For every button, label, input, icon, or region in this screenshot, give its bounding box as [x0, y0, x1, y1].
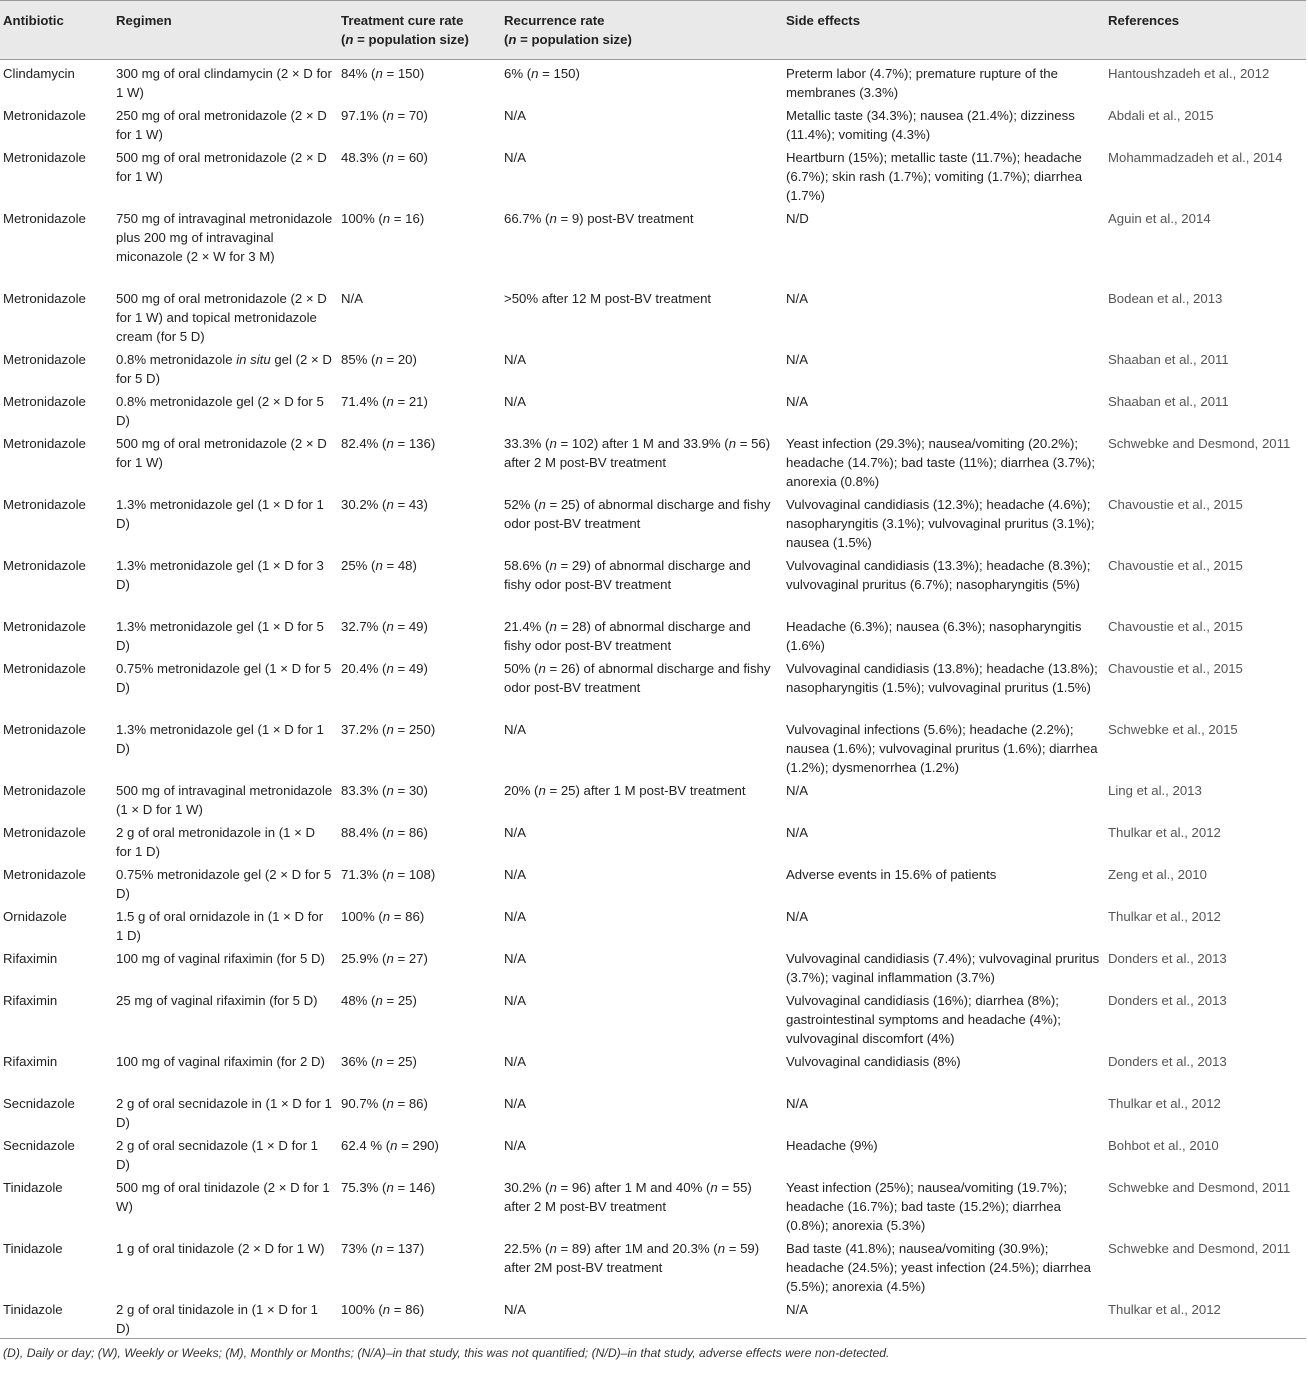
cell-regimen: 1.3% metronidazole gel (1 × D for 1 D)	[116, 722, 324, 756]
table-row	[0, 285, 1306, 346]
cell-reference: Schwebke and Desmond, 2011	[1108, 1241, 1291, 1256]
cell-antibiotic: Rifaximin	[3, 1054, 58, 1069]
cell-recurrence-rate: N/A	[504, 722, 526, 737]
header-recurrence-line2: (n = population size)	[504, 32, 632, 47]
cell-recurrence-rate: N/A	[504, 1138, 526, 1153]
cell-regimen: 500 mg of intravaginal metronidazole (1 × D for 1 W)	[116, 783, 333, 817]
table-row	[0, 491, 1306, 552]
cell-reference: Chavoustie et al., 2015	[1108, 619, 1243, 634]
cell-side-effects: Bad taste (41.8%); nausea/vomiting (30.9%); headache (24.5%); yeast infection (24.5%); diarrhea (5.5%); anorexia (4.5%)	[786, 1241, 1091, 1294]
table-row	[0, 1296, 1306, 1339]
cell-cure-rate: 48.3% (n = 60)	[341, 150, 428, 165]
cell-recurrence-rate: N/A	[504, 1096, 526, 1111]
cell-side-effects: N/A	[786, 909, 808, 924]
cell-regimen: 0.75% metronidazole gel (2 × D for 5 D)	[116, 867, 332, 901]
cell-side-effects: Vulvovaginal candidiasis (12.3%); headache (4.6%); nasopharyngitis (3.1%); vulvovaginal pruritus (3.1%); nausea (1.5%)	[786, 497, 1095, 550]
cell-cure-rate: 37.2% (n = 250)	[341, 722, 436, 737]
cell-antibiotic: Metronidazole	[3, 619, 86, 634]
cell-reference: Donders et al., 2013	[1108, 951, 1227, 966]
cell-side-effects: Headache (9%)	[786, 1138, 878, 1153]
cell-cure-rate: N/A	[341, 291, 363, 306]
cell-recurrence-rate: N/A	[504, 352, 526, 367]
cell-antibiotic: Metronidazole	[3, 722, 86, 737]
cell-antibiotic: Metronidazole	[3, 150, 86, 165]
cell-regimen: 2 g of oral tinidazole in (1 × D for 1 D)	[113, 1296, 338, 1339]
table-footnote: (D), Daily or day; (W), Weekly or Weeks; (M), Monthly or Months; (N/A)–in that study, this was not quantified; (N/D)–in that study, adverse effects were non-detected.	[3, 1346, 890, 1360]
cell-reference: Thulkar et al., 2012	[1108, 825, 1221, 840]
cell-cure-rate: 82.4% (n = 136)	[341, 436, 436, 451]
cell-side-effects: Vulvovaginal candidiasis (8%)	[786, 1054, 961, 1069]
cell-antibiotic: Rifaximin	[3, 951, 58, 966]
cell-recurrence-rate: 21.4% (n = 28) of abnormal discharge and fishy odor post-BV treatment	[504, 619, 751, 653]
cell-side-effects: Vulvovaginal candidiasis (13.8%); headache (13.8%); nasopharyngitis (1.5%); vulvovaginal pruritus (1.5%)	[786, 661, 1098, 695]
cell-regimen: 250 mg of oral metronidazole (2 × D for 1 W)	[116, 108, 327, 142]
header-cure-rate-line2: (n = population size)	[341, 32, 469, 47]
table-row	[0, 613, 1306, 655]
header-row	[0, 1, 1306, 60]
cell-recurrence-rate: 22.5% (n = 89) after 1M and 20.3% (n = 59) after 2M post-BV treatment	[504, 1241, 760, 1275]
header-cure-rate-line1: Treatment cure rate	[341, 13, 464, 28]
header-side-effects: Side effects	[786, 13, 861, 28]
cell-recurrence-rate: 50% (n = 26) of abnormal discharge and fishy odor post-BV treatment	[504, 661, 771, 695]
cell-antibiotic: Metronidazole	[3, 352, 86, 367]
cell-side-effects: N/A	[786, 825, 808, 840]
cell-reference: Abdali et al., 2015	[1108, 108, 1214, 123]
cell-antibiotic: Metronidazole	[3, 108, 86, 123]
cell-antibiotic: Tinidazole	[0, 1296, 113, 1339]
cell-reference: Zeng et al., 2010	[1108, 867, 1207, 882]
cell-regimen: 500 mg of oral tinidazole (2 × D for 1 W)	[116, 1180, 330, 1214]
table-row	[0, 819, 1306, 861]
cell-cure-rate: 25% (n = 48)	[341, 558, 417, 573]
table-row	[0, 861, 1306, 903]
table-row	[0, 102, 1306, 144]
cell-side-effects: N/A	[786, 783, 808, 798]
table-row	[0, 346, 1306, 388]
cell-regimen: 2 g of oral secnidazole in (1 × D for 1 D)	[116, 1096, 332, 1130]
cell-reference: Chavoustie et al., 2015	[1108, 558, 1243, 573]
cell-cure-rate: 97.1% (n = 70)	[341, 108, 428, 123]
cell-cure-rate: 100% (n = 16)	[341, 211, 425, 226]
cell-cure-rate: 75.3% (n = 146)	[341, 1180, 436, 1195]
cell-antibiotic: Tinidazole	[3, 1241, 63, 1256]
table-row	[0, 903, 1306, 945]
table-row	[0, 60, 1306, 103]
cell-side-effects: Headache (6.3%); nausea (6.3%); nasopharyngitis (1.6%)	[786, 619, 1082, 653]
header-recurrence-rate	[501, 1, 783, 60]
cell-regimen: 500 mg of oral metronidazole (2 × D for 1 W) and topical metronidazole cream (for 5 D)	[116, 291, 327, 344]
cell-cure-rate: 84% (n = 150)	[341, 66, 425, 81]
cell-side-effects: N/D	[786, 211, 809, 226]
cell-recurrence-rate: N/A	[504, 1054, 526, 1069]
cell-side-effects: Adverse events in 15.6% of patients	[786, 867, 997, 882]
cell-antibiotic: Metronidazole	[3, 867, 86, 882]
cell-reference: Schwebke et al., 2015	[1108, 722, 1238, 737]
cell-regimen: 500 mg of oral metronidazole (2 × D for 1 W)	[116, 436, 327, 470]
cell-regimen: 500 mg of oral metronidazole (2 × D for 1 W)	[116, 150, 327, 184]
cell-antibiotic: Metronidazole	[3, 211, 86, 226]
cell-regimen: 0.8% metronidazole gel (2 × D for 5 D)	[116, 394, 324, 428]
cell-side-effects: N/A	[786, 291, 808, 306]
cell-cure-rate: 62.4 % (n = 290)	[341, 1138, 439, 1153]
cell-cure-rate: 88.4% (n = 86)	[341, 825, 428, 840]
cell-reference: Bodean et al., 2013	[1108, 291, 1223, 306]
cell-regimen: 1.3% metronidazole gel (1 × D for 1 D)	[116, 497, 324, 531]
cell-reference: Schwebke and Desmond, 2011	[1108, 436, 1291, 451]
cell-recurrence-rate: 33.3% (n = 102) after 1 M and 33.9% (n = 56) after 2 M post-BV treatment	[504, 436, 771, 470]
cell-side-effects: N/A	[786, 394, 808, 409]
cell-side-effects: Vulvovaginal infections (5.6%); headache (2.2%); nausea (1.6%); vulvovaginal pruritus (1.6%); diarrhea (1.2%); dysmenorrhea (1.2%)	[786, 722, 1098, 775]
header-references: References	[1108, 13, 1180, 28]
table-row	[0, 716, 1306, 777]
cell-cure-rate: 20.4% (n = 49)	[341, 661, 428, 676]
cell-cure-rate: 90.7% (n = 86)	[341, 1096, 428, 1111]
cell-regimen: 0.75% metronidazole gel (1 × D for 5 D)	[116, 661, 332, 695]
cell-recurrence-rate: 52% (n = 25) of abnormal discharge and fishy odor post-BV treatment	[504, 497, 771, 531]
table-row	[0, 1048, 1306, 1090]
cell-side-effects: N/A	[783, 1296, 1105, 1339]
header-antibiotic: Antibiotic	[3, 13, 64, 28]
cell-cure-rate: 36% (n = 25)	[341, 1054, 417, 1069]
cell-recurrence-rate: 6% (n = 150)	[504, 66, 580, 81]
table-row	[0, 945, 1306, 987]
cell-side-effects: Vulvovaginal candidiasis (13.3%); headache (8.3%); vulvovaginal pruritus (6.7%); nasopharyngitis (5%)	[786, 558, 1091, 592]
table-row	[0, 655, 1306, 716]
cell-recurrence-rate: N/A	[504, 867, 526, 882]
cell-reference: Thulkar et al., 2012	[1108, 909, 1221, 924]
table-row	[0, 388, 1306, 430]
table-body	[0, 60, 1306, 1339]
table-header	[0, 1, 1306, 60]
cell-regimen: 1.3% metronidazole gel (1 × D for 5 D)	[116, 619, 324, 653]
cell-regimen: 100 mg of vaginal rifaximin (for 5 D)	[116, 951, 325, 966]
cell-recurrence-rate: >50% after 12 M post-BV treatment	[504, 291, 712, 306]
cell-cure-rate: 71.4% (n = 21)	[341, 394, 428, 409]
cell-regimen: 0.8% metronidazole in situ gel (2 × D for 5 D)	[116, 352, 332, 386]
cell-reference: Hantoushzadeh et al., 2012	[1108, 66, 1270, 81]
cell-regimen: 300 mg of oral clindamycin (2 × D for 1 W)	[116, 66, 332, 100]
cell-regimen: 2 g of oral metronidazole in (1 × D for 1 D)	[116, 825, 316, 859]
cell-cure-rate: 73% (n = 137)	[341, 1241, 425, 1256]
cell-reference: Thulkar et al., 2012	[1108, 1096, 1221, 1111]
cell-cure-rate: 48% (n = 25)	[341, 993, 417, 1008]
cell-reference: Ling et al., 2013	[1108, 783, 1202, 798]
table-row	[0, 1132, 1306, 1174]
cell-side-effects: Vulvovaginal candidiasis (7.4%); vulvovaginal pruritus (3.7%); vaginal inflammation (3.7%)	[786, 951, 1100, 985]
cell-antibiotic: Ornidazole	[3, 909, 67, 924]
cell-antibiotic: Secnidazole	[3, 1138, 75, 1153]
cell-recurrence-rate: 58.6% (n = 29) of abnormal discharge and fishy odor post-BV treatment	[504, 558, 751, 592]
cell-antibiotic: Secnidazole	[3, 1096, 75, 1111]
cell-recurrence-rate: N/A	[504, 108, 526, 123]
cell-cure-rate: 32.7% (n = 49)	[341, 619, 428, 634]
cell-regimen: 25 mg of vaginal rifaximin (for 5 D)	[116, 993, 318, 1008]
cell-side-effects: Yeast infection (29.3%); nausea/vomiting (20.2%); headache (14.7%); bad taste (11%); diarrhea (3.7%); anorexia (0.8%)	[786, 436, 1096, 489]
cell-cure-rate: 83.3% (n = 30)	[341, 783, 428, 798]
cell-recurrence-rate: N/A	[504, 993, 526, 1008]
cell-cure-rate: 71.3% (n = 108)	[341, 867, 436, 882]
cell-reference: Chavoustie et al., 2015	[1108, 497, 1243, 512]
cell-regimen: 750 mg of intravaginal metronidazole plus 200 mg of intravaginal miconazole (2 × W for 3 M)	[116, 211, 333, 264]
table-row	[0, 430, 1306, 491]
cell-side-effects: Yeast infection (25%); nausea/vomiting (19.7%); headache (16.7%); bad taste (15.2%); diarrhea (0.8%); anorexia (5.3%)	[786, 1180, 1067, 1233]
cell-reference: Schwebke and Desmond, 2011	[1108, 1180, 1291, 1195]
cell-side-effects: Metallic taste (34.3%); nausea (21.4%); dizziness (11.4%); vomiting (4.3%)	[786, 108, 1075, 142]
cell-antibiotic: Metronidazole	[3, 825, 86, 840]
cell-recurrence-rate: N/A	[501, 1296, 783, 1339]
table-row	[0, 552, 1306, 613]
cell-cure-rate: 100% (n = 86)	[338, 1296, 501, 1339]
cell-side-effects: N/A	[786, 1096, 808, 1111]
cell-antibiotic: Metronidazole	[3, 661, 86, 676]
header-cure-rate	[338, 1, 501, 60]
cell-cure-rate: 100% (n = 86)	[341, 909, 425, 924]
cell-recurrence-rate: N/A	[504, 150, 526, 165]
cell-cure-rate: 85% (n = 20)	[341, 352, 417, 367]
cell-recurrence-rate: 30.2% (n = 96) after 1 M and 40% (n = 55) after 2 M post-BV treatment	[504, 1180, 752, 1214]
cell-antibiotic: Tinidazole	[3, 1180, 63, 1195]
cell-recurrence-rate: 20% (n = 25) after 1 M post-BV treatment	[504, 783, 746, 798]
cell-recurrence-rate: N/A	[504, 394, 526, 409]
cell-recurrence-rate: N/A	[504, 909, 526, 924]
cell-antibiotic: Metronidazole	[3, 558, 86, 573]
table-row	[0, 777, 1306, 819]
table-row	[0, 1235, 1306, 1296]
table-row	[0, 205, 1306, 285]
cell-side-effects: Vulvovaginal candidiasis (16%); diarrhea (8%); gastrointestinal symptoms and headache (4%); vulvovaginal discomfort (4%)	[786, 993, 1061, 1046]
cell-antibiotic: Metronidazole	[3, 436, 86, 451]
cell-reference: Donders et al., 2013	[1108, 1054, 1227, 1069]
cell-regimen: 100 mg of vaginal rifaximin (for 2 D)	[116, 1054, 325, 1069]
table-row	[0, 1174, 1306, 1235]
header-regimen: Regimen	[116, 13, 172, 28]
cell-cure-rate: 30.2% (n = 43)	[341, 497, 428, 512]
cell-regimen: 1 g of oral tinidazole (2 × D for 1 W)	[116, 1241, 325, 1256]
cell-recurrence-rate: 66.7% (n = 9) post-BV treatment	[504, 211, 694, 226]
cell-antibiotic: Clindamycin	[3, 66, 75, 81]
cell-reference: Mohammadzadeh et al., 2014	[1108, 150, 1283, 165]
table-row	[0, 987, 1306, 1048]
cell-recurrence-rate: N/A	[504, 951, 526, 966]
cell-reference: Shaaban et al., 2011	[1108, 352, 1229, 367]
cell-reference: Chavoustie et al., 2015	[1108, 661, 1243, 676]
cell-antibiotic: Rifaximin	[3, 993, 58, 1008]
cell-antibiotic: Metronidazole	[3, 783, 86, 798]
cell-cure-rate: 25.9% (n = 27)	[341, 951, 428, 966]
cell-regimen: 1.3% metronidazole gel (1 × D for 3 D)	[116, 558, 324, 592]
cell-reference: Donders et al., 2013	[1108, 993, 1227, 1008]
table-row	[0, 1090, 1306, 1132]
cell-reference: Shaaban et al., 2011	[1108, 394, 1229, 409]
cell-antibiotic: Metronidazole	[3, 394, 86, 409]
cell-regimen: 1.5 g of oral ornidazole in (1 × D for 1 D)	[116, 909, 324, 943]
cell-side-effects: Preterm labor (4.7%); premature rupture of the membranes (3.3%)	[786, 66, 1058, 100]
table-row	[0, 144, 1306, 205]
cell-side-effects: N/A	[786, 352, 808, 367]
cell-reference: Aguin et al., 2014	[1108, 211, 1211, 226]
cell-antibiotic: Metronidazole	[3, 497, 86, 512]
cell-side-effects: Heartburn (15%); metallic taste (11.7%); headache (6.7%); skin rash (1.7%); vomiting (1.7%); diarrhea (1.7%)	[786, 150, 1083, 203]
header-recurrence-line1: Recurrence rate	[504, 13, 605, 28]
cell-reference: Thulkar et al., 2012	[1105, 1296, 1306, 1339]
cell-antibiotic: Metronidazole	[3, 291, 86, 306]
cell-recurrence-rate: N/A	[504, 825, 526, 840]
cell-regimen: 2 g of oral secnidazole (1 × D for 1 D)	[116, 1138, 318, 1172]
cell-reference: Bohbot et al., 2010	[1108, 1138, 1219, 1153]
